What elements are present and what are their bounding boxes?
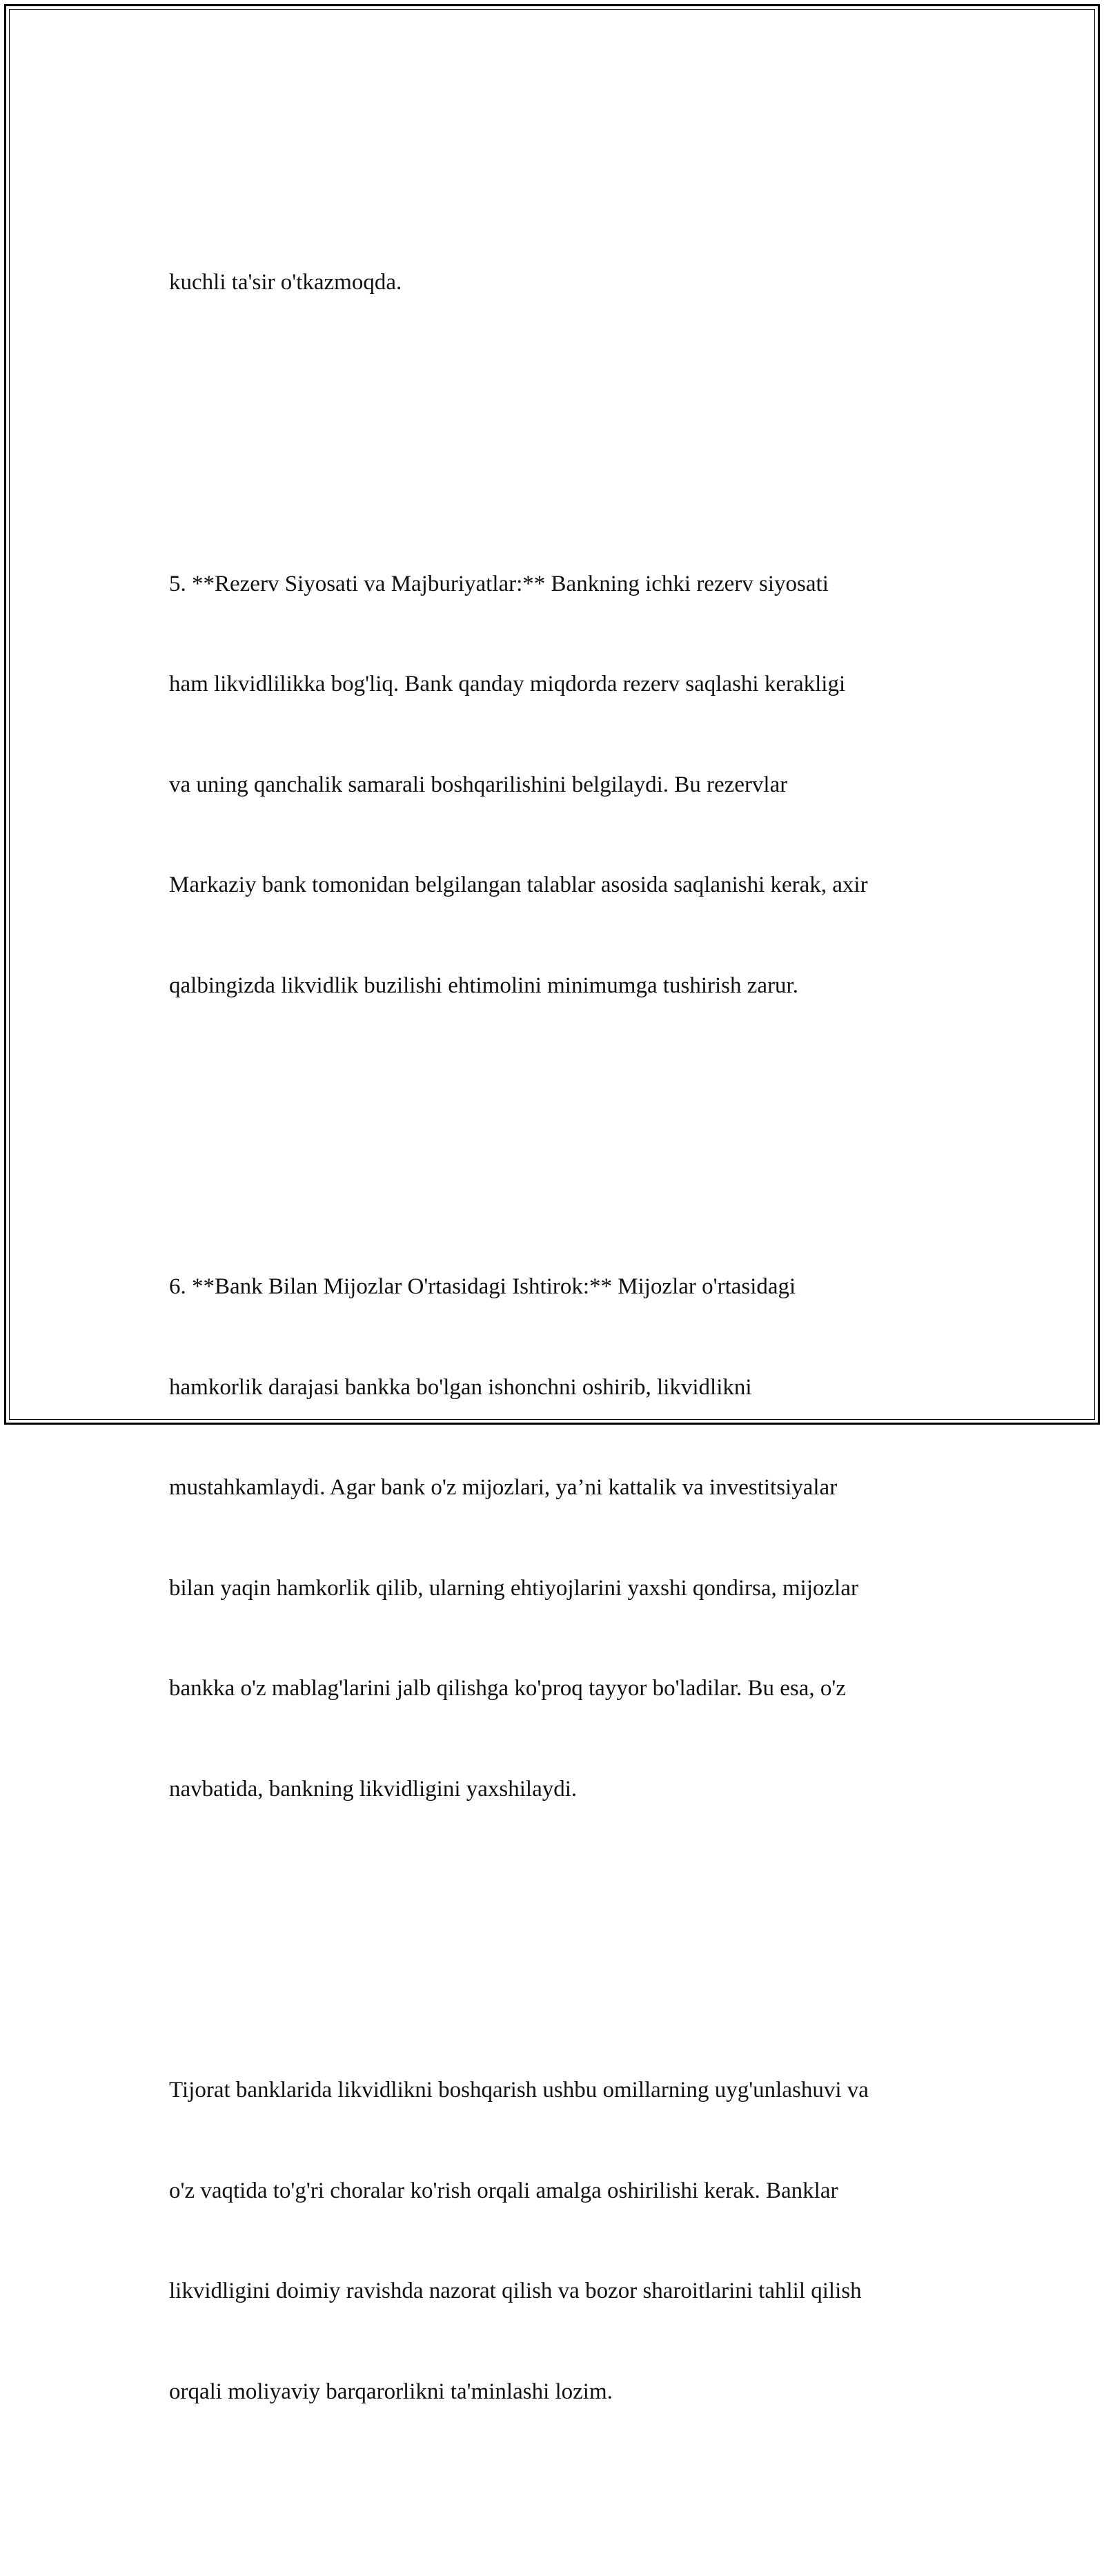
paragraph-continuation	[169, 199, 969, 367]
text-line: 6. **Bank Bilan Mijozlar O'rtasidagi Ishtirok:** Mijozlar o'rtasidagi	[169, 1274, 796, 1299]
paragraph-client-cooperation	[169, 1203, 969, 1873]
text-line: va uning qanchalik samarali boshqarilishini belgilaydi. Bu rezervlar	[169, 772, 788, 797]
text-line: navbatida, bankning likvidligini yaxshilaydi.	[169, 1776, 578, 1802]
text-line: Markaziy bank tomonidan belgilangan talablar asosida saqlanishi kerak, axir	[169, 872, 868, 897]
page-border	[4, 4, 1100, 2404]
text-line: Tijorat banklarida likvidlikni boshqarish ushbu omillarning uyg'unlashuvi va	[169, 2078, 869, 2102]
text-line: bankka o'z mablag'larini jalb qilishga ko'proq tayyor bo'ladilar. Bu esa, o'z	[169, 1676, 846, 1701]
text-line: bilan yaqin hamkorlik qilib, ularning ehtiyojlarini yaxshi qondirsa, mijozlar	[169, 1575, 858, 1601]
document-body	[169, 132, 969, 2576]
text-line: mustahkamlaydi. Agar bank o'z mijozlari, ya’ni kattalik va investitsiyalar	[169, 1475, 838, 1500]
text-line: o'z vaqtida to'g'ri choralar ko'rish orqali amalga oshirilishi kerak. Banklar	[169, 2178, 838, 2203]
paragraph-reserve-policy	[169, 500, 969, 1070]
text-line: ham likvidlilikka bog'liq. Bank qanday miqdorda rezerv saqlashi kerakligi	[169, 672, 846, 696]
text-line: likvidligini doimiy ravishda nazorat qilish va bozor sharoitlarini tahlil qilish	[169, 2279, 862, 2303]
text-line: hamkorlik darajasi bankka bo'lgan ishonchni oshirib, likvidlikni	[169, 1374, 752, 1400]
text-line: kuchli ta'sir o'tkazmoqda.	[169, 270, 402, 295]
text-line: orqali moliyaviy barqarorlikni ta'minlashi lozim.	[169, 2379, 613, 2404]
text-line: 5. **Rezerv Siyosati va Majburiyatlar:** Bankning ichki rezerv siyosati	[169, 571, 829, 596]
text-line: qalbingizda likvidlik buzilishi ehtimolini minimumga tushirish zarur.	[169, 973, 798, 998]
paragraph-conclusion	[169, 2007, 969, 2475]
